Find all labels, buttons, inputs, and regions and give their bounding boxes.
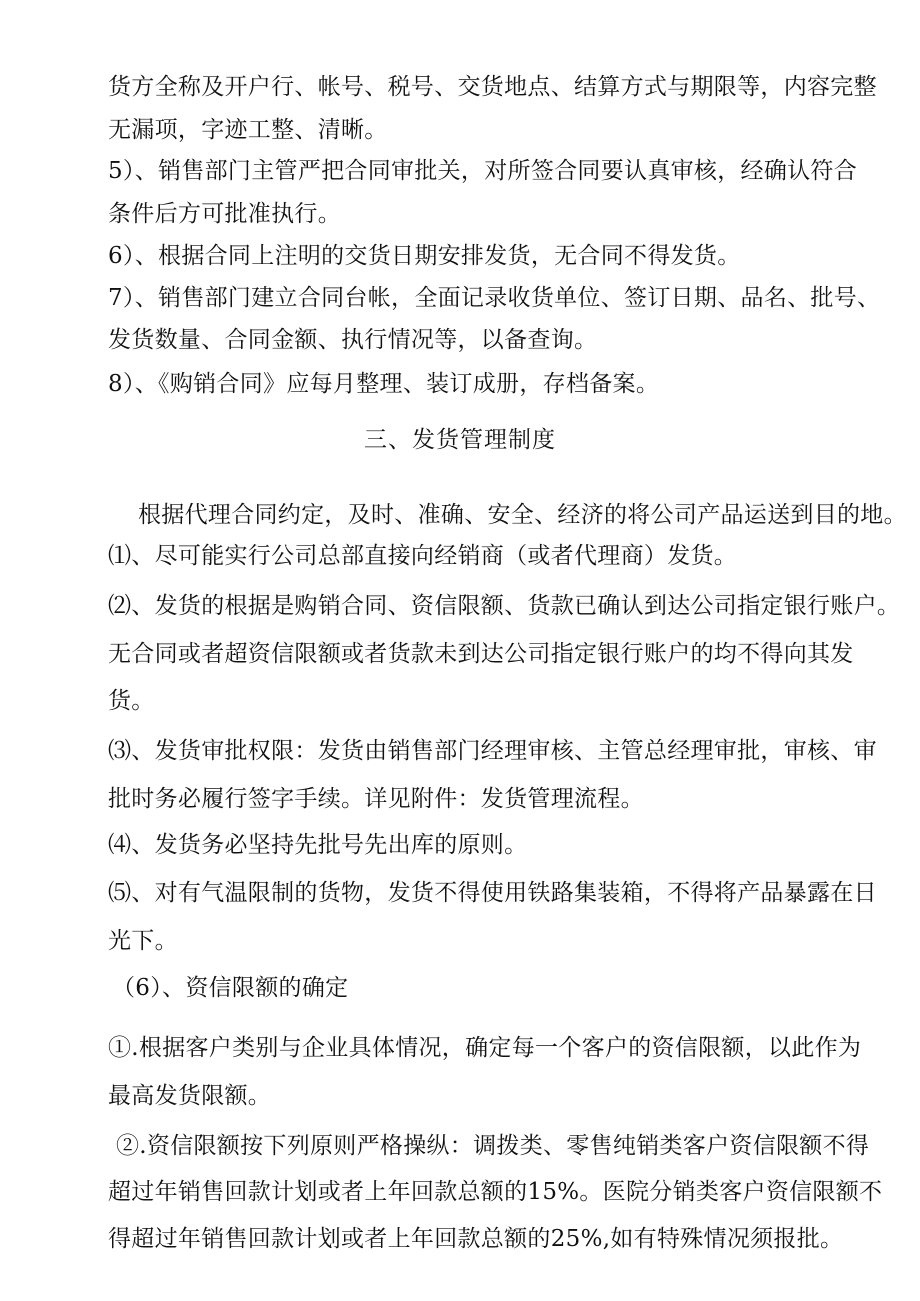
- text-line: 7）、销售部门建立合同台帐，全面记录收货单位、签订日期、品名、批号、: [108, 285, 881, 311]
- text-line: 最高发货限额。: [108, 1083, 272, 1109]
- text-line: ②.资信限额按下列原则严格操纵：调拨类、零售纯销类客户资信限额不得: [116, 1133, 870, 1159]
- text-line: ①.根据客户类别与企业具体情况，确定每一个客户的资信限额，以此作为: [108, 1035, 862, 1061]
- section-heading: 三、发货管理制度: [364, 427, 556, 453]
- text-line: 超过年销售回款计划或者上年回款总额的15%。医院分销类客户资信限额不: [108, 1179, 883, 1205]
- text-line: 货方全称及开户行、帐号、税号、交货地点、结算方式与期限等，内容完整: [108, 74, 877, 100]
- intro-paragraph: 根据代理合同约定，及时、准确、安全、经济的将公司产品运送到目的地。: [138, 502, 907, 528]
- text-line: 得超过年销售回款计划或者上年回款总额的25%,如有特殊情况须报批。: [108, 1226, 844, 1252]
- text-line: 5）、销售部门主管严把合同审批关，对所签合同要认真审核，经确认符合: [108, 158, 858, 184]
- text-line: 无合同或者超资信限额或者货款未到达公司指定银行账户的均不得向其发: [108, 641, 854, 667]
- text-line: 无漏项，字迹工整、清晰。: [108, 117, 388, 143]
- text-line: ⑸、对有气温限制的货物，发货不得使用铁路集装箱，不得将产品暴露在日: [108, 880, 877, 906]
- text-line: ⑶、发货审批权限：发货由销售部门经理审核、主管总经理审批，审核、审: [108, 738, 877, 764]
- text-line: ⑵、发货的根据是购销合同、资信限额、货款已确认到达公司指定银行账户。: [108, 593, 901, 619]
- text-line: 批时务必履行签字手续。详见附件：发货管理流程。: [108, 786, 644, 812]
- text-line: 8）、《购销合同》应每月整理、装订成册，存档备案。: [108, 371, 660, 397]
- text-line: ⑷、发货务必坚持先批号先出库的原则。: [108, 832, 528, 858]
- text-line: ⑴、尽可能实行公司总部直接向经销商（或者代理商）发货。: [108, 543, 738, 569]
- text-line: 光下。: [108, 928, 178, 954]
- text-line: 6）、根据合同上注明的交货日期安排发货，无合同不得发货。: [108, 243, 741, 269]
- subsection-heading: （6）、资信限额的确定: [112, 975, 349, 1001]
- text-line: 货。: [108, 688, 155, 714]
- text-line: 条件后方可批准执行。: [108, 201, 341, 227]
- text-line: 发货数量、合同金额、执行情况等，以备查询。: [108, 327, 598, 353]
